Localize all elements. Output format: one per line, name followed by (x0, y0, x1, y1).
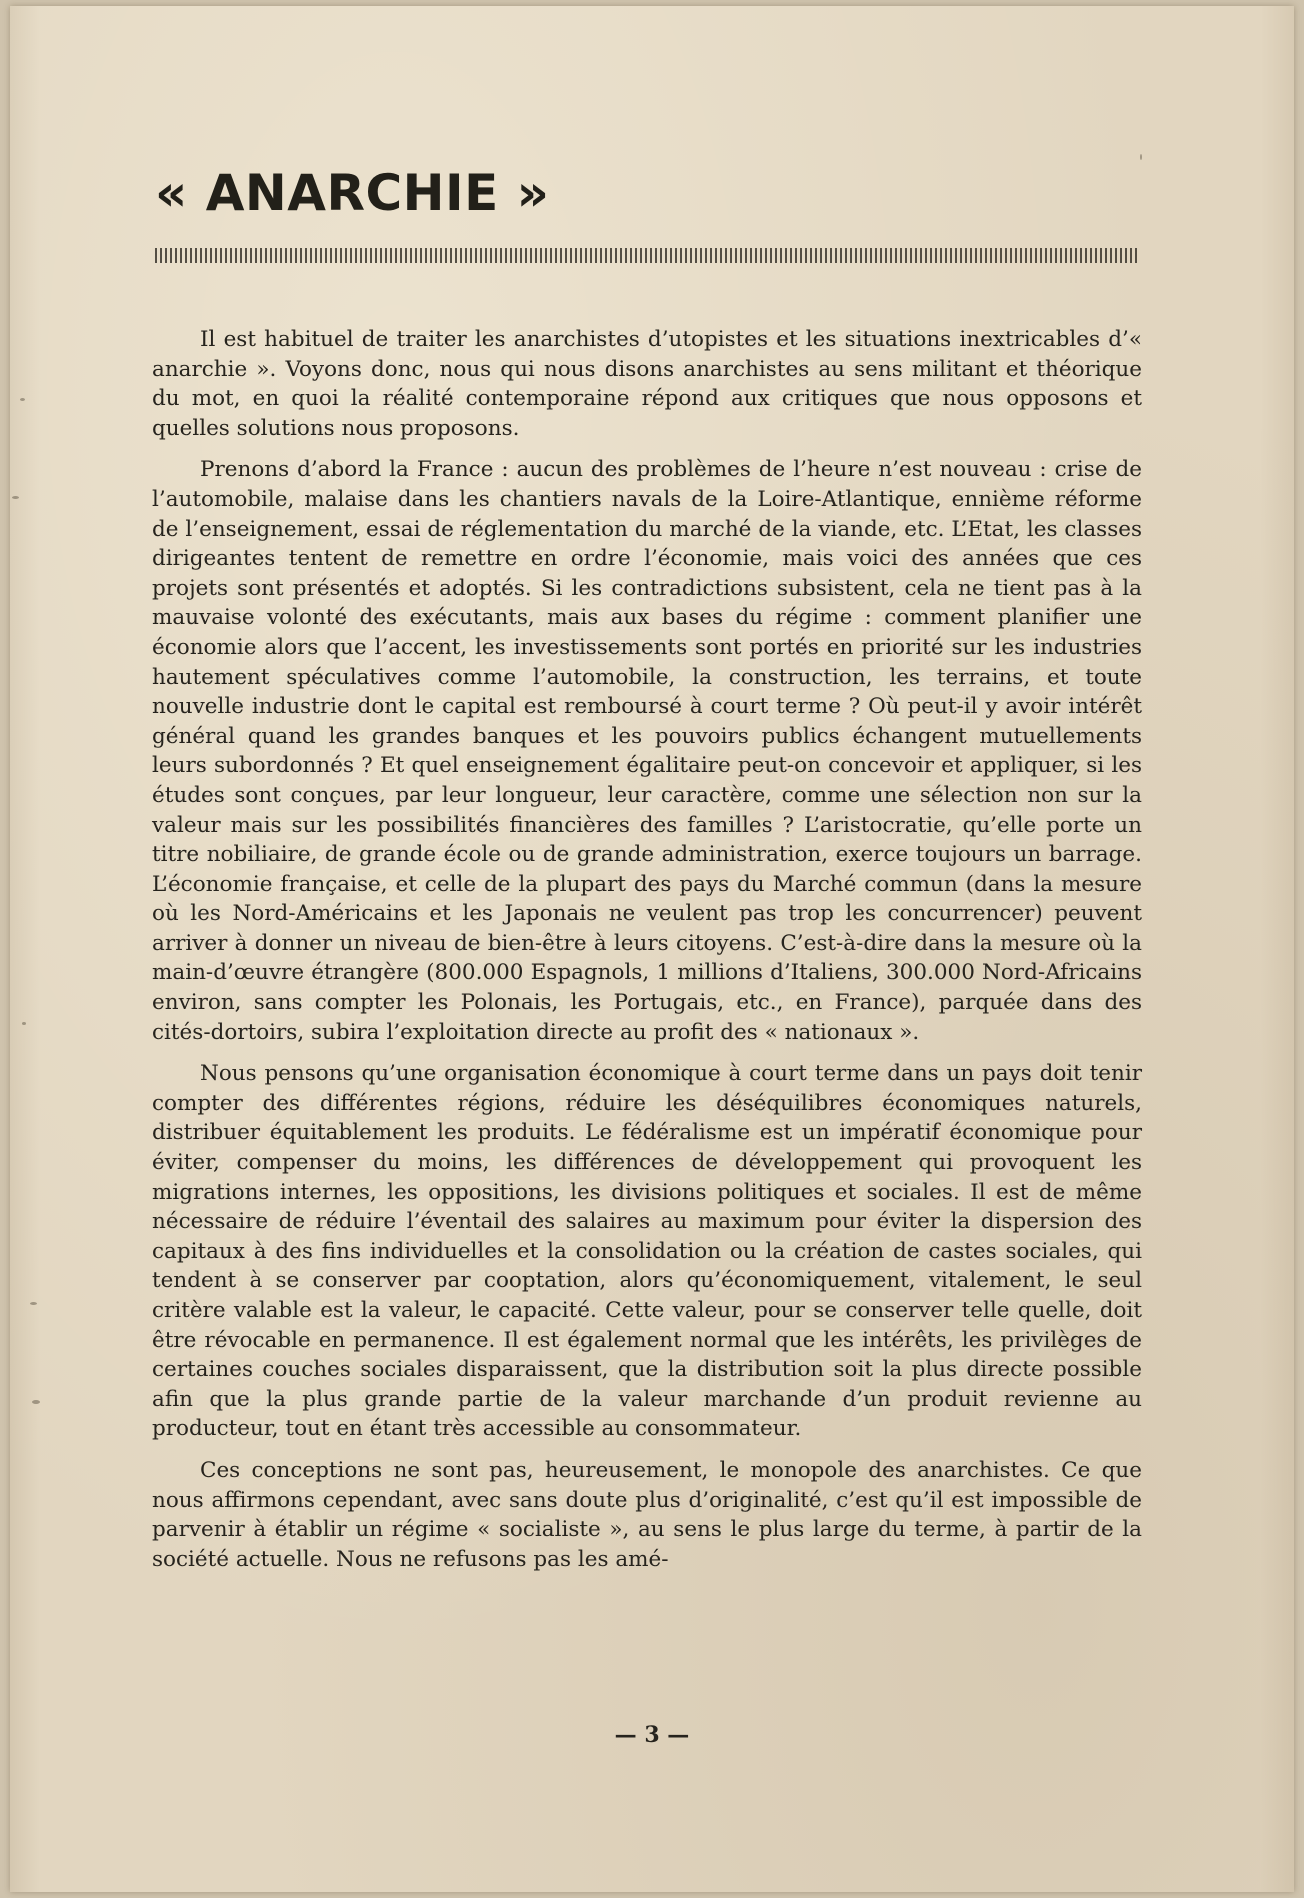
paper-speck (12, 496, 19, 499)
paragraph-france: Prenons d’abord la France : aucun des problèmes de l’heure n’est nouveau : crise de l’automobile, malaise dans les chantiers navals de la Loire-Atlantique, ennième réforme de l’enseignement, essai de réglementation du marché de la viande, etc. L’Etat, les classes dirigeantes tentent de remettre en ordre l’économie, mais voici des années que ces projets sont présentés et adoptés. Si les contradictions subsistent, cela ne tient pas à la mauvaise volonté des exécutants, mais aux bases du régime : comment planifier une économie alors que l’accent, les investissements sont portés en priorité sur les industries hautement spéculatives comme l’automobile, la construction, les terrains, et toute nouvelle industrie dont le capital est remboursé à court terme ? Où peut-il y avoir intérêt général quand les grandes banques et les pouvoirs publics échangent mutuellements leurs subordonnés ? Et quel enseignement égalitaire peut-on concevoir et appliquer, si les études sont conçues, par leur longueur, leur caractère, comme une sélection non sur la valeur mais sur les possibilités financières des familles ? L’aristocratie, qu’elle porte un titre nobiliaire, de grande école ou de grande administration, exerce toujours un barrage. L’économie française, et celle de la plupart des pays du Marché commun (dans la mesure où les Nord-Américains et les Japonais ne veulent pas trop les concurrencer) peuvent arriver à donner un niveau de bien-être à leurs citoyens. C’est-à-dire dans la mesure où la main-d’œuvre étrangère (800.000 Espagnols, 1 millions d’Italiens, 300.000 Nord-Africains environ, sans compter les Polonais, les Portugais, etc., en France), parquée dans des cités-dortoirs, subira l’exploitation directe au profit des « nationaux ». (152, 457, 1142, 1045)
paragraph-conceptions: Ces conceptions ne sont pas, heureusement, le monopole des anarchistes. Ce que nous affirmons cependant, avec sans doute plus d’originalité, c’est qu’il est impossible de parvenir à établir un régime « socialiste », au sens le plus large du terme, à partir de la société actuelle. Nous ne refusons pas les amé- (152, 1457, 1142, 1572)
article-body (152, 325, 1142, 1586)
paper-speck (32, 1400, 40, 1404)
paragraph-intro: Il est habituel de traiter les anarchistes d’utopistes et les situations inextricables d’« anarchie ». Voyons donc, nous qui nous disons anarchistes au sens militant et théorique du mot, en quoi la réalité contemporaine répond aux critiques que nous opposons et quelles solutions nous proposons. (152, 327, 1142, 441)
title-underline-rule (155, 248, 1140, 263)
paper-speck (1140, 154, 1142, 160)
article-title: « ANARCHIE » (155, 164, 550, 222)
paper-speck (30, 1302, 37, 1305)
page-number: — 3 — (614, 1722, 690, 1748)
paper-speck (20, 398, 25, 401)
paper-speck (22, 1022, 26, 1025)
paragraph-organisation: Nous pensons qu’une organisation économique à court terme dans un pays doit tenir compter des différentes régions, réduire les déséquilibres économiques naturels, distribuer équitablement les produits. Le fédéralisme est un impératif économique pour éviter, compenser du moins, les différences de développement qui provoquent les migrations internes, les oppositions, les divisions politiques et sociales. Il est de même nécessaire de réduire l’éventail des salaires au maximum pour éviter la dispersion des capitaux à des fins individuelles et la consolidation ou la création de castes sociales, qui tendent à se conserver par cooptation, alors qu’économiquement, vitalement, le seul critère valable est la valeur, le capacité. Cette valeur, pour se conserver telle quelle, doit être révocable en permanence. Il est également normal que les intérêts, les privilèges de certaines couches sociales disparaissent, que la distribution soit la plus directe possible afin que la plus grande partie de la valeur marchande d’un produit revienne au producteur, tout en étant très accessible au consommateur. (152, 1061, 1142, 1442)
